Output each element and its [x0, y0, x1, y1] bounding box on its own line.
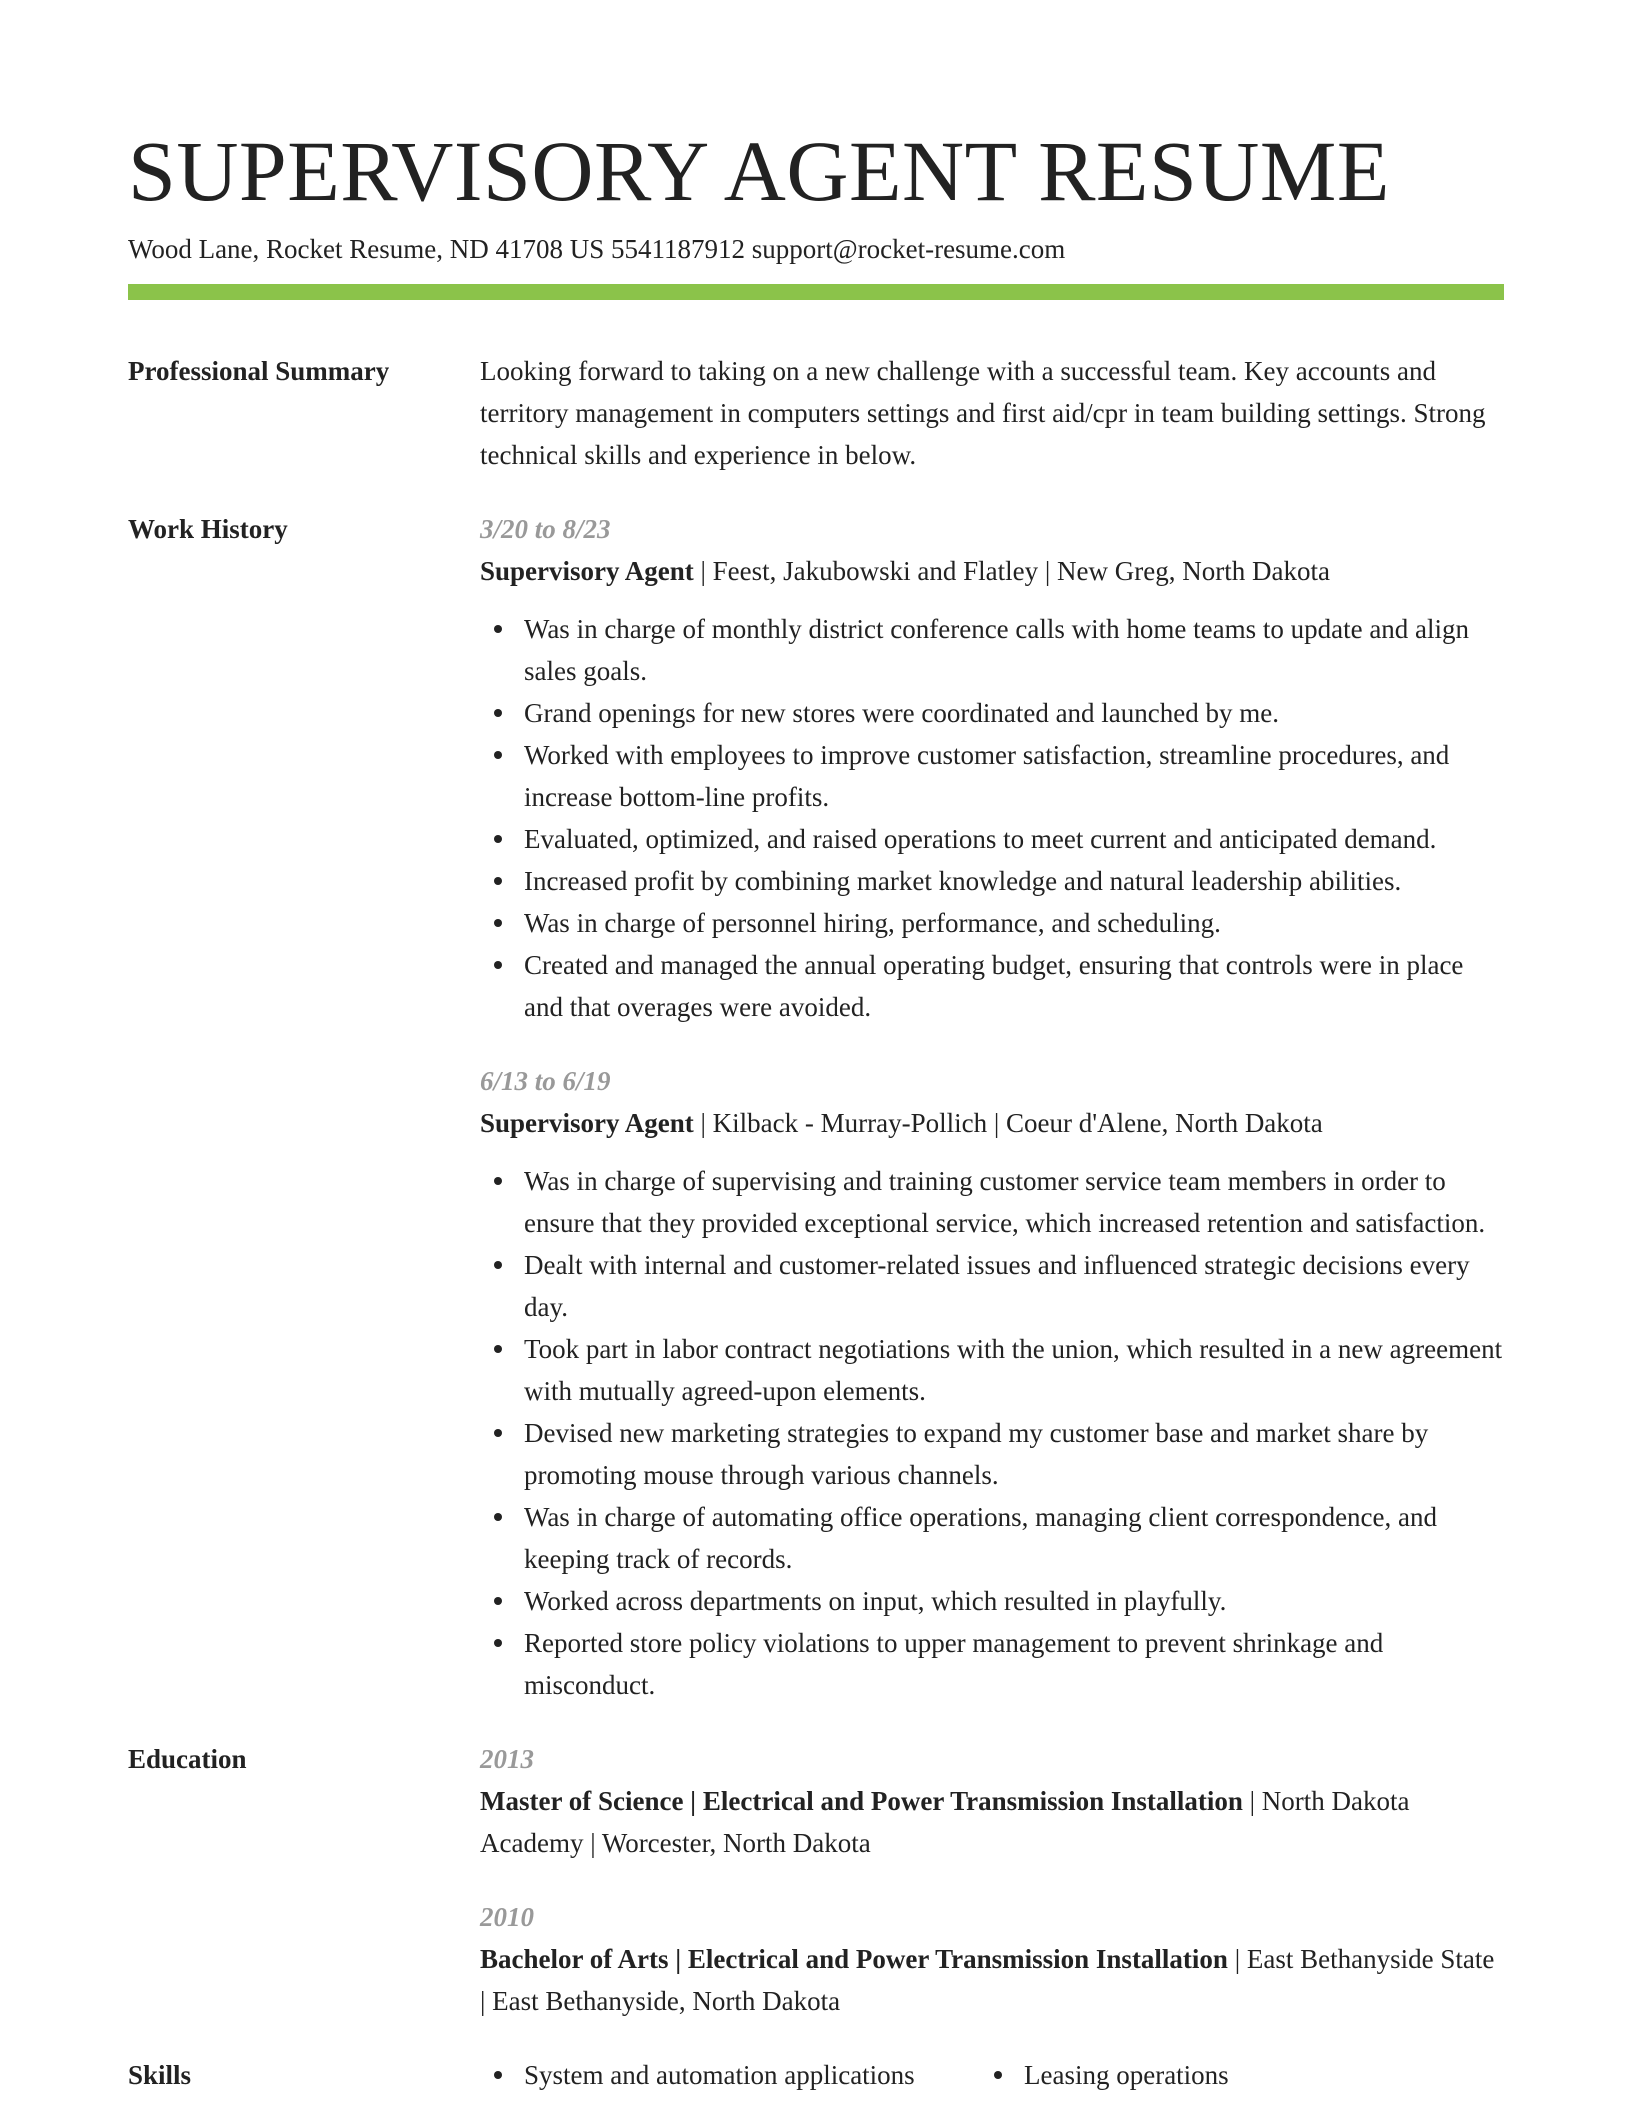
list-item: Dealt with internal and customer-related issues and influenced strategic decisions every day. [480, 1244, 1504, 1328]
list-item: Was in charge of personnel hiring, performance, and scheduling. [480, 902, 1504, 944]
job-heading [480, 1102, 1504, 1144]
summary-label: Professional Summary [128, 356, 390, 386]
work-history-label: Work History [128, 514, 288, 544]
list-item: System and automation applications [480, 2054, 980, 2096]
job-entry [480, 1060, 1504, 1706]
resume-page [128, 0, 1504, 2096]
accent-divider [128, 284, 1504, 300]
list-item: Reported store policy violations to upper management to prevent shrinkage and misconduct. [480, 1622, 1504, 1706]
education-heading [480, 1780, 1504, 1864]
degree-name: Master of Science | Electrical and Power Transmission Installation [480, 1786, 1243, 1816]
education-heading [480, 1938, 1504, 2022]
job-bullets [480, 608, 1504, 1028]
list-item: Devised new marketing strategies to expand my customer base and market share by promoting mouse through various channels. [480, 1412, 1504, 1496]
job-details: | Kilback - Murray-Pollich | Coeur d'Alene, North Dakota [693, 1108, 1323, 1138]
list-item: Was in charge of supervising and training customer service team members in order to ensure that they provided exceptional service, which increased retention and satisfaction. [480, 1160, 1504, 1244]
summary-section [128, 350, 1504, 476]
job-details: | Feest, Jakubowski and Flatley | New Greg, North Dakota [693, 556, 1330, 586]
resume-title: SUPERVISORY AGENT RESUME [128, 123, 1390, 219]
work-history-section [128, 508, 1504, 1706]
education-body [480, 1738, 1504, 2022]
school-details: | East Bethanyside State | East Bethanyside, North Dakota [480, 1944, 1495, 2016]
list-item: Grand openings for new stores were coordinated and launched by me. [480, 692, 1504, 734]
job-title: Supervisory Agent [480, 1108, 694, 1138]
list-item: Created and managed the annual operating budget, ensuring that controls were in place and that overages were avoided. [480, 944, 1504, 1028]
contact-line: Wood Lane, Rocket Resume, ND 41708 US 5541187912 support@rocket-resume.com [128, 234, 1066, 264]
job-entry [480, 508, 1504, 1028]
skills-body [480, 2054, 1504, 2096]
list-item: Worked across departments on input, which resulted in playfully. [480, 1580, 1504, 1622]
education-section [128, 1738, 1504, 2022]
education-label: Education [128, 1744, 247, 1774]
list-item: Worked with employees to improve customer satisfaction, streamline procedures, and increase bottom-line profits. [480, 734, 1504, 818]
education-entry [480, 1738, 1504, 1864]
list-item: Took part in labor contract negotiations with the union, which resulted in a new agreement with mutually agreed-upon elements. [480, 1328, 1504, 1412]
list-item: Increased profit by combining market knowledge and natural leadership abilities. [480, 860, 1504, 902]
summary-text: Looking forward to taking on a new challenge with a successful team. Key accounts and territory management in computers settings and first aid/cpr in team building settings. Strong technical skills and experience in below. [480, 356, 1486, 470]
job-dates: 3/20 to 8/23 [480, 514, 611, 544]
job-bullets [480, 1160, 1504, 1706]
education-entry [480, 1896, 1504, 2022]
skills-section [128, 2054, 1504, 2096]
skills-list [480, 2054, 1504, 2096]
list-item: Leasing operations [980, 2054, 1480, 2096]
list-item: Was in charge of monthly district conference calls with home teams to update and align sales goals. [480, 608, 1504, 692]
degree-name: Bachelor of Arts | Electrical and Power Transmission Installation [480, 1944, 1228, 1974]
school-details: | North Dakota Academy | Worcester, North Dakota [480, 1786, 1410, 1858]
education-year: 2013 [480, 1744, 534, 1774]
job-title: Supervisory Agent [480, 556, 694, 586]
job-heading [480, 550, 1504, 592]
list-item: Evaluated, optimized, and raised operations to meet current and anticipated demand. [480, 818, 1504, 860]
education-year: 2010 [480, 1902, 534, 1932]
work-history-body [480, 508, 1504, 1706]
skills-label: Skills [128, 2060, 192, 2090]
job-dates: 6/13 to 6/19 [480, 1066, 611, 1096]
list-item: Was in charge of automating office operations, managing client correspondence, and keeping track of records. [480, 1496, 1504, 1580]
